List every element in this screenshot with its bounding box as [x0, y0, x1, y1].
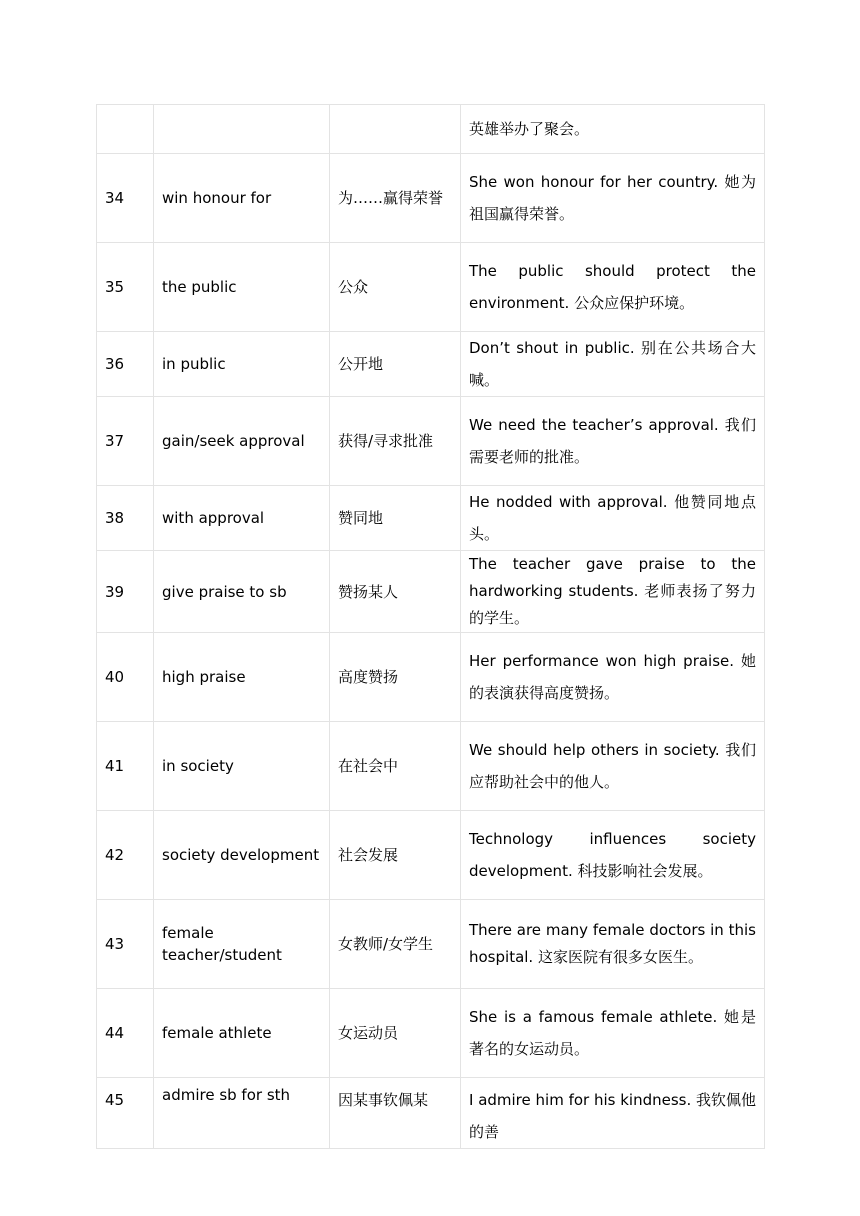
phrase-table [96, 104, 765, 1149]
example-cell: She won honour for her country. 她为祖国赢得荣誉。 [461, 154, 765, 243]
phrase-cell: in public [154, 332, 330, 397]
phrase-cell: female teacher/student [154, 900, 330, 989]
table-row [97, 811, 765, 900]
example-cell: Technology influences society development. 科技影响社会发展。 [461, 811, 765, 900]
meaning-cell: 因某事钦佩某 [330, 1078, 461, 1149]
row-number: 36 [97, 332, 154, 397]
table-row [97, 332, 765, 397]
phrase-cell [154, 105, 330, 154]
phrase-cell: high praise [154, 633, 330, 722]
phrase-cell: win honour for [154, 154, 330, 243]
phrase-cell: society development [154, 811, 330, 900]
example-cell: There are many female doctors in this hospital. 这家医院有很多女医生。 [461, 900, 765, 989]
example-cell: The teacher gave praise to the hardworking students. 老师表扬了努力的学生。 [461, 551, 765, 633]
phrase-cell: gain/seek approval [154, 397, 330, 486]
row-number: 37 [97, 397, 154, 486]
meaning-cell: 获得/寻求批准 [330, 397, 461, 486]
row-number: 41 [97, 722, 154, 811]
phrase-cell: female athlete [154, 989, 330, 1078]
table-row [97, 900, 765, 989]
example-cell: The public should protect the environment. 公众应保护环境。 [461, 243, 765, 332]
table-row [97, 989, 765, 1078]
meaning-cell: 女运动员 [330, 989, 461, 1078]
example-cell: We need the teacher’s approval. 我们需要老师的批准。 [461, 397, 765, 486]
table-row [97, 105, 765, 154]
table-row [97, 551, 765, 633]
row-number: 38 [97, 486, 154, 551]
phrase-cell: in society [154, 722, 330, 811]
meaning-cell: 在社会中 [330, 722, 461, 811]
example-cell: We should help others in society. 我们应帮助社会中的他人。 [461, 722, 765, 811]
row-number: 35 [97, 243, 154, 332]
meaning-cell [330, 105, 461, 154]
meaning-cell: 赞同地 [330, 486, 461, 551]
meaning-cell: 公开地 [330, 332, 461, 397]
table-row [97, 243, 765, 332]
example-cell: I admire him for his kindness. 我钦佩他的善 [461, 1078, 765, 1149]
example-cell: She is a famous female athlete. 她是著名的女运动员。 [461, 989, 765, 1078]
example-cell: 英雄举办了聚会。 [461, 105, 765, 154]
row-number: 40 [97, 633, 154, 722]
meaning-cell: 社会发展 [330, 811, 461, 900]
phrase-cell: give praise to sb [154, 551, 330, 633]
table-row [97, 397, 765, 486]
table-row [97, 722, 765, 811]
table-row [97, 1078, 765, 1149]
phrase-cell: with approval [154, 486, 330, 551]
row-number [97, 105, 154, 154]
meaning-cell: 公众 [330, 243, 461, 332]
row-number: 45 [97, 1078, 154, 1149]
phrase-cell: the public [154, 243, 330, 332]
example-cell: He nodded with approval. 他赞同地点头。 [461, 486, 765, 551]
table-row [97, 633, 765, 722]
table-row [97, 486, 765, 551]
row-number: 44 [97, 989, 154, 1078]
example-cell: Don’t shout in public. 别在公共场合大喊。 [461, 332, 765, 397]
meaning-cell: 赞扬某人 [330, 551, 461, 633]
row-number: 43 [97, 900, 154, 989]
meaning-cell: 高度赞扬 [330, 633, 461, 722]
meaning-cell: 女教师/女学生 [330, 900, 461, 989]
row-number: 34 [97, 154, 154, 243]
row-number: 42 [97, 811, 154, 900]
phrase-cell: admire sb for sth [154, 1078, 330, 1149]
meaning-cell: 为……赢得荣誉 [330, 154, 461, 243]
table-row [97, 154, 765, 243]
example-cell: Her performance won high praise. 她的表演获得高度赞扬。 [461, 633, 765, 722]
row-number: 39 [97, 551, 154, 633]
